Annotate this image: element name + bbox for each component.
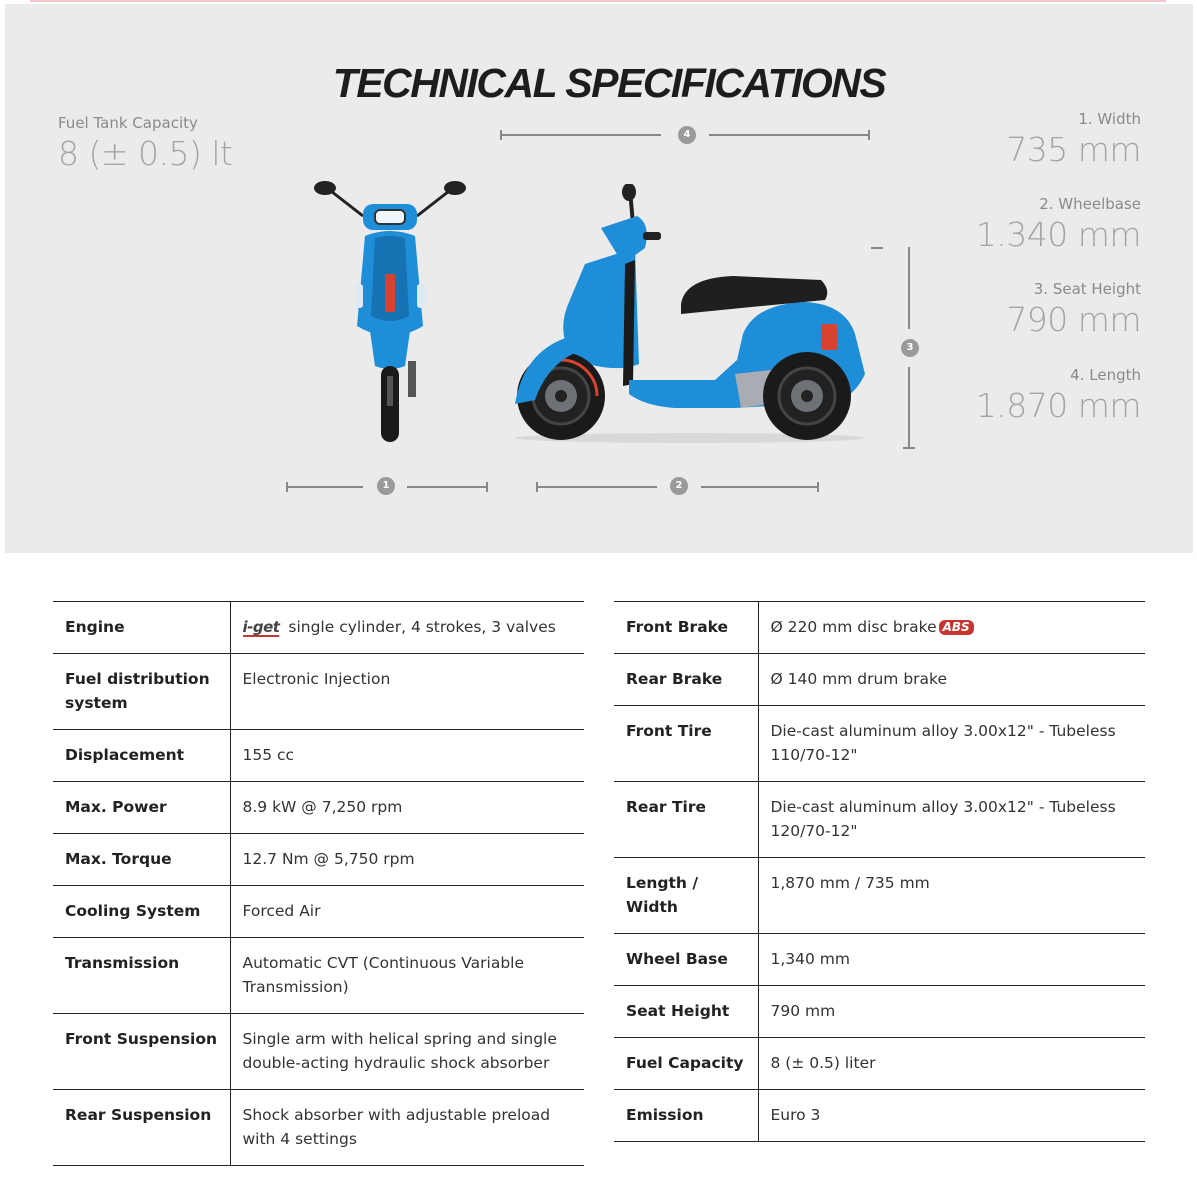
table-row [53,938,584,1014]
width-spec [1006,110,1141,169]
table-row [614,934,1145,986]
length-value: 1.870 mm [975,386,1141,425]
iget-logo-badge: i-get [242,618,280,636]
table-row [53,654,584,730]
spec-key: Rear Brake [614,654,758,706]
dimension-marker-3: 3 [901,339,919,357]
table-row [53,834,584,886]
abs-logo-badge: ABS [939,620,974,635]
spec-value: 155 cc [230,730,584,782]
spec-key: Cooling System [53,886,230,938]
spec-key: Front Brake [614,602,758,654]
spec-key: Seat Height [614,986,758,1038]
width-value: 735 mm [1006,130,1141,169]
spec-key: Max. Power [53,782,230,834]
spec-key: Rear Tire [614,782,758,858]
dimension-marker-1: 1 [377,477,395,495]
spec-value: Ø 140 mm drum brake [758,654,1145,706]
spec-value: Single arm with helical spring and single double-acting hydraulic shock absorber [230,1014,584,1090]
spec-key: Front Tire [614,706,758,782]
fuel-tank-label: Fuel Tank Capacity [58,114,198,132]
table-row [614,1090,1145,1142]
table-row [53,886,584,938]
spec-key: Max. Torque [53,834,230,886]
table-row [614,706,1145,782]
table-row [614,782,1145,858]
seat-height-spec [1006,280,1141,339]
table-row [53,1090,584,1166]
spec-key: Front Suspension [53,1014,230,1090]
spec-value: Euro 3 [758,1090,1145,1142]
wheelbase-spec [976,195,1141,254]
wheelbase-label: 2. Wheelbase [1039,195,1141,213]
spec-value: Shock absorber with adjustable preload with 4 settings [230,1090,584,1166]
seat-height-label: 3. Seat Height [1033,280,1141,298]
table-row [53,602,584,654]
seat-height-value: 790 mm [1006,300,1141,339]
table-row [614,654,1145,706]
spec-key: Length / Width [614,858,758,934]
spec-key: Transmission [53,938,230,1014]
page-title: TECHNICAL SPECIFICATIONS [332,60,886,106]
fuel-tank-value: 8 (± 0.5) lt [58,134,233,173]
spec-value: Die-cast aluminum alloy 3.00x12" - Tubeless 110/70-12" [758,706,1145,782]
scooter-front-view-image [305,176,475,446]
scooter-side-view-image [505,184,875,446]
table-row [53,782,584,834]
dimension-marker-2: 2 [670,477,688,495]
spec-value [758,602,1145,654]
table-row [53,1014,584,1090]
top-accent-line [30,0,1166,2]
seat-height-tick-bottom [903,447,915,449]
width-label: 1. Width [1078,110,1141,128]
spec-key: Fuel distribution system [53,654,230,730]
table-row [53,730,584,782]
dimension-marker-4: 4 [678,126,696,144]
table-row [614,1038,1145,1090]
front-brake-value: Ø 220 mm disc brake [770,618,937,636]
spec-table-left [53,601,584,1166]
spec-table-right [614,601,1145,1142]
spec-key: Engine [53,602,230,654]
table-row [614,858,1145,934]
spec-key: Rear Suspension [53,1090,230,1166]
spec-value: 8 (± 0.5) liter [758,1038,1145,1090]
spec-hero [5,4,1193,553]
table-row [614,602,1145,654]
fuel-tank-spec [58,114,232,173]
spec-value: 8.9 kW @ 7,250 rpm [230,782,584,834]
spec-value: 1,340 mm [758,934,1145,986]
spec-value: Forced Air [230,886,584,938]
spec-value: 1,870 mm / 735 mm [758,858,1145,934]
spec-value: 790 mm [758,986,1145,1038]
spec-value: 12.7 Nm @ 5,750 rpm [230,834,584,886]
spec-value: Automatic CVT (Continuous Variable Transmission) [230,938,584,1014]
engine-value: single cylinder, 4 strokes, 3 valves [288,618,556,636]
spec-value: Die-cast aluminum alloy 3.00x12" - Tubeless 120/70-12" [758,782,1145,858]
spec-key: Fuel Capacity [614,1038,758,1090]
spec-key: Wheel Base [614,934,758,986]
spec-key: Displacement [53,730,230,782]
spec-value [230,602,584,654]
spec-key: Emission [614,1090,758,1142]
spec-value: Electronic Injection [230,654,584,730]
length-spec [976,366,1141,425]
wheelbase-value: 1.340 mm [975,215,1141,254]
length-label: 4. Length [1070,366,1141,384]
table-row [614,986,1145,1038]
